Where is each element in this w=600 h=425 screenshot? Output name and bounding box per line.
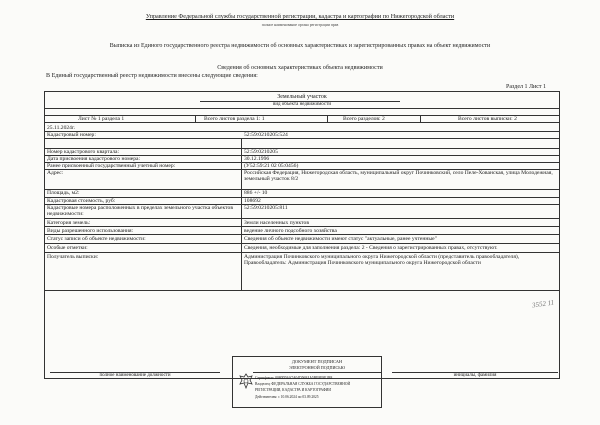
handwritten-note: 3552 11 — [531, 298, 555, 310]
section-label: Раздел 1 Лист 1 — [506, 84, 547, 90]
row-label: Получатель выписки: — [47, 254, 99, 260]
row-value: ведение личного подсобного хозяйства — [244, 228, 337, 234]
e-signature-stamp — [232, 356, 382, 408]
object-type-caption: вид объекта недвижимости — [272, 102, 332, 107]
cadastral-number-label: Кадастровый номер: — [47, 132, 96, 138]
stamp-rule — [253, 372, 381, 373]
rule — [44, 108, 560, 109]
emblem-icon — [239, 373, 253, 389]
row-label: Кадастровые номера расположенных в пределах земельного участка объектов недвижимости: — [47, 205, 233, 218]
rule — [195, 115, 196, 122]
rule — [241, 138, 242, 290]
stamp-line: Владелец: ФЕДЕРАЛЬНАЯ СЛУЖБА ГОСУДАРСТВЕННОЙ — [255, 382, 351, 386]
row-value: 52:59:0210205 — [244, 149, 278, 155]
name-caption: инициалы, фамилия — [453, 373, 497, 378]
row-value: 52:59:0210205:811 — [244, 205, 288, 211]
row-value: 886 +/- 10 — [244, 190, 268, 196]
document-title: Выписка из Единого государственного реестра недвижимости об основных характеристиках и зарегистрированных правах на объект недвижимости — [109, 43, 491, 49]
stamp-line: РЕГИСТРАЦИИ, КАДАСТРА И КАРТОГРАФИИ — [255, 388, 331, 392]
rule — [44, 252, 560, 253]
row-value-address: Российская Федерация, Нижегородская область, муниципальный округ Починковский, село Пеле-Хованская, улица Молодежная, земельный участок 8/2 — [244, 170, 553, 183]
rule — [44, 148, 560, 149]
position-caption: полное наименование должности — [99, 373, 171, 378]
section-title: Сведения об основных характеристиках объекта недвижимости — [217, 65, 383, 71]
row-value: Сведения об объекте недвижимости имеют статус "актуальные, ранее учтенные" — [244, 236, 437, 242]
rule — [327, 115, 328, 122]
sheets-total: Всего листов выписки: 2 — [458, 116, 517, 122]
rule — [420, 115, 421, 122]
sheets-in-section: Всего листов раздела 1: 1 — [204, 116, 265, 122]
row-value: 30.12.1996 — [244, 156, 270, 162]
intro-text: В Единый государственный реестр недвижимости внесены следующие сведения: — [46, 73, 258, 79]
main-table-frame — [44, 91, 560, 379]
rule — [44, 197, 560, 198]
cadastral-number-value: 52:59:0210205:524 — [244, 132, 288, 138]
row-label: Адрес: — [47, 170, 64, 176]
row-label: Дата присвоения кадастрового номера: — [47, 156, 141, 162]
agency-caption: полное наименование органа регистрации прав — [261, 23, 339, 27]
row-value: (У52:59:21 02 05:0456) — [244, 163, 299, 169]
rule — [44, 138, 560, 139]
sections-count: Всего разделов: 2 — [343, 116, 385, 122]
sheet-number: Лист № 1 раздела 1 — [78, 116, 125, 122]
row-value: 108692 — [244, 198, 261, 204]
row-label: Площадь, м2: — [47, 190, 80, 196]
stamp-line: Сертификат: 0080D56A7A04D56E4A5BE8E9E1B8 — [255, 376, 333, 380]
rule — [44, 243, 560, 244]
row-label: Статус записи об объекте недвижимости: — [47, 236, 146, 242]
row-value-recipient: Администрация Починковского муниципального округа Нижегородской области (представитель правообладателя), Правообладатель: Администрация Починковского муниципального округа Нижегородской области — [244, 254, 520, 267]
row-label: Категория земель: — [47, 220, 91, 226]
row-label: Номер кадастрового квартала: — [47, 149, 120, 155]
row-label: Особые отметки: — [47, 245, 88, 251]
row-value: Земли населенных пунктов — [244, 220, 309, 226]
rule — [44, 131, 560, 132]
row-label: Ранее присвоенный государственный учетный номер: — [47, 163, 176, 169]
stamp-line: ЭЛЕКТРОННОЙ ПОДПИСЬЮ — [288, 365, 346, 370]
extract-date: 25.11.2024г. — [47, 125, 76, 131]
row-label: Виды разрешенного использования: — [47, 228, 134, 234]
object-type: Земельный участок — [277, 94, 327, 100]
agency-name: Управление Федеральной службы государственной регистрации, кадастра и картографии по Нижегородской области — [145, 13, 455, 20]
rule — [44, 290, 560, 291]
rule — [44, 189, 560, 190]
row-value: Сведения, необходимые для заполнения раздела: 2 - Сведения о зарегистрированных правах, отсутствуют. — [244, 245, 498, 251]
rule — [44, 218, 560, 219]
stamp-line: Действителен: с 10.06.2024 по 03.09.2025 — [255, 395, 319, 399]
row-label: Кадастровая стоимость, руб: — [47, 198, 116, 204]
stamp-line: ДОКУМЕНТ ПОДПИСАН — [291, 359, 343, 364]
